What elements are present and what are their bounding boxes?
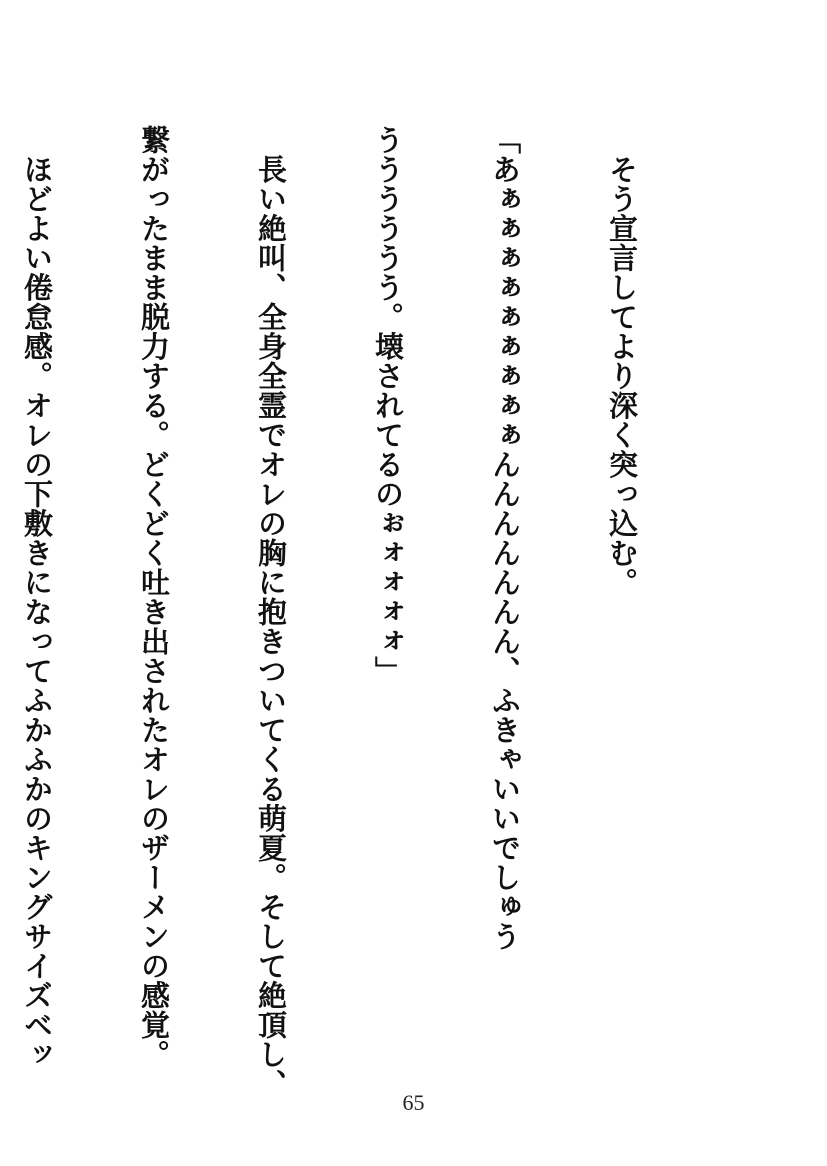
- text-line: うううううう。壊されてるのぉォォォォ」: [371, 125, 405, 686]
- text-line: そう宣言してより深く突っ込む。: [605, 125, 639, 597]
- page-number: 65: [402, 1090, 425, 1115]
- text-line: 「あぁぁぁぁぁぁぁぁぁんんんんんんん、ふきゃいいでしゅう: [488, 125, 522, 951]
- body-text: [0, 125, 719, 1099]
- text-line: 長い絶叫、全身全霊でオレの胸に抱きついてくる萌夏。そして絶頂し、: [254, 125, 288, 1099]
- text-line: 繋がったまま脱力する。どくどく吐き出されたオレのザーメンの感覚。: [137, 125, 171, 1069]
- text-line: ほどよい倦怠感。オレの下敷きになってふかふかのキングサイズベッ: [20, 125, 54, 1069]
